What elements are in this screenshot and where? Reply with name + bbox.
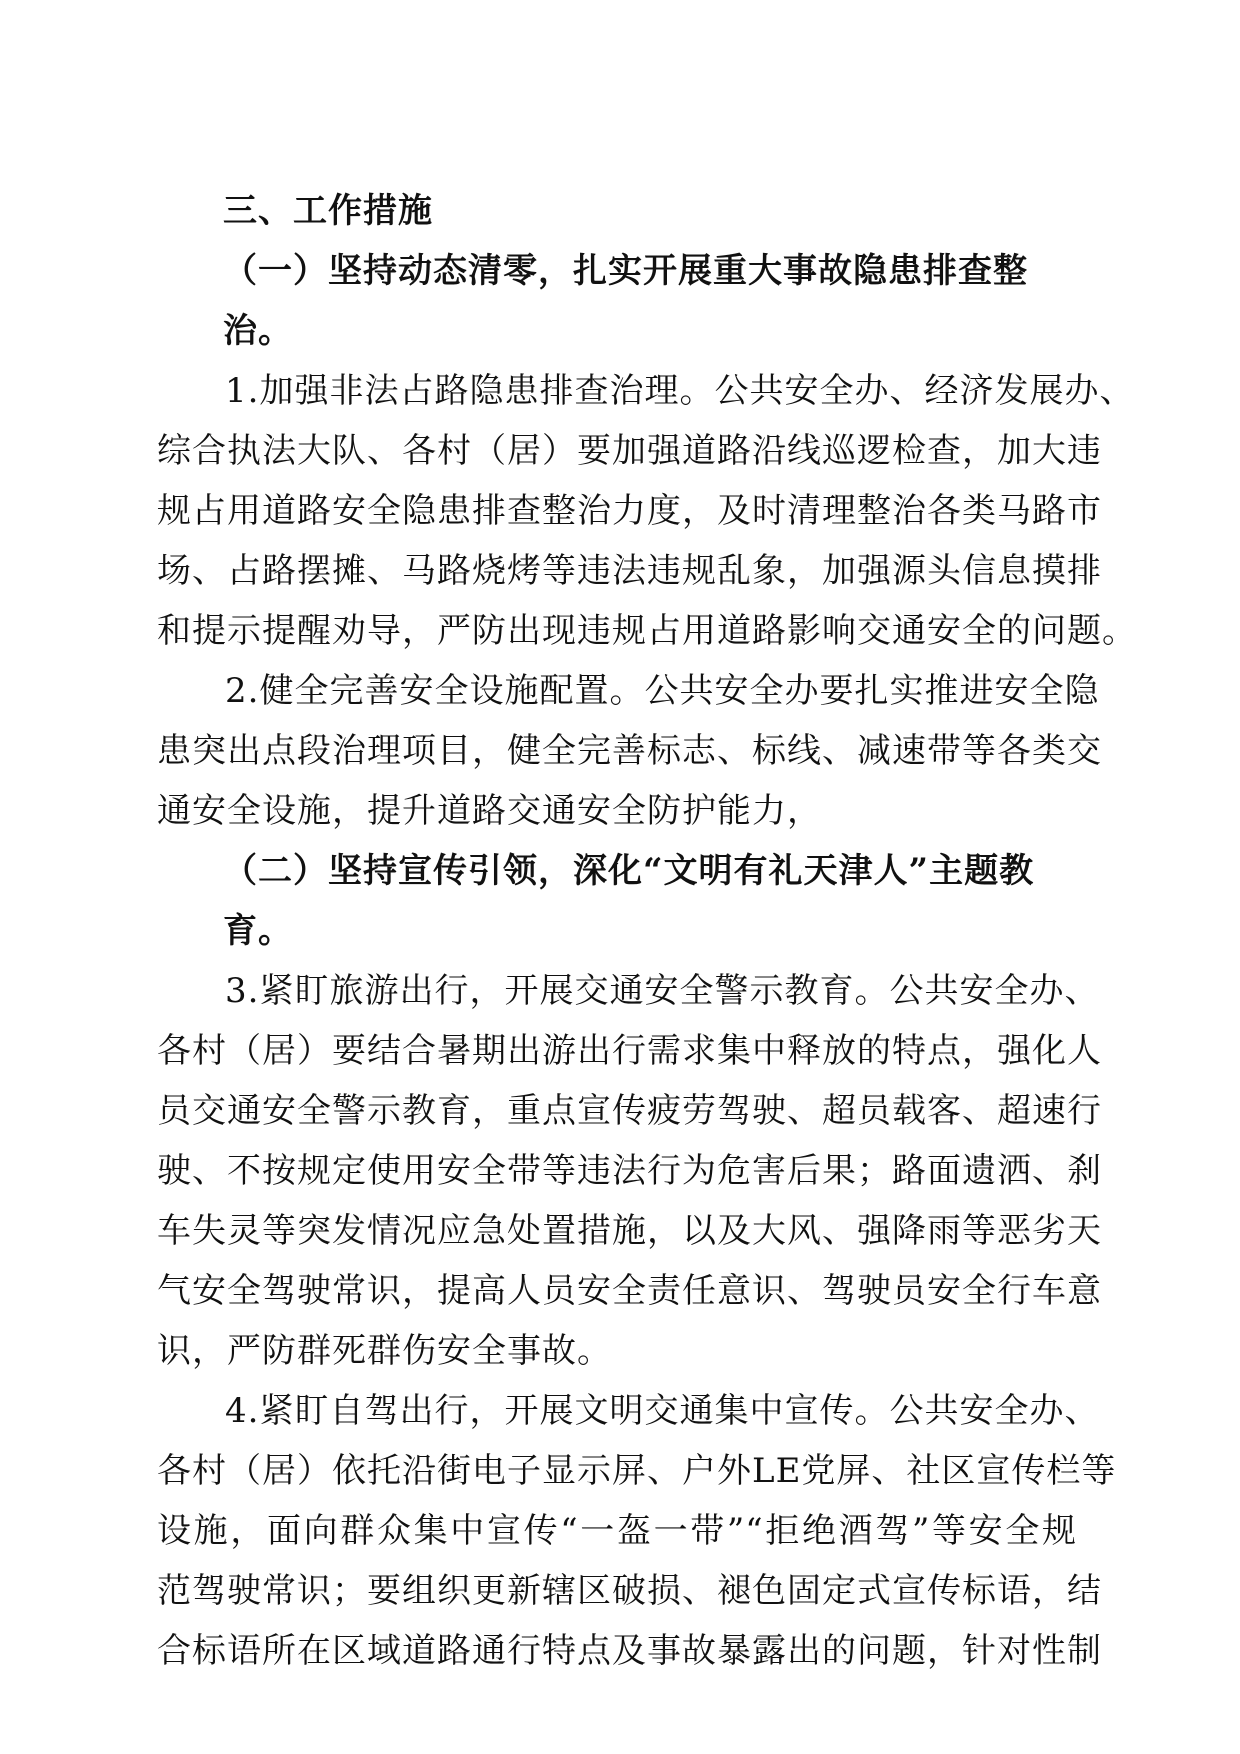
- paragraph-line: 4.紧盯自驾出行，开展文明交通集中宣传。公共安全办、: [225, 1391, 1100, 1431]
- paragraph-line: 场、占路摆摊、马路烧烤等违法违规乱象，加强源头信息摸排: [157, 551, 1102, 591]
- paragraph-line: 患突出点段治理项目，健全完善标志、标线、减速带等各类交: [157, 731, 1102, 771]
- paragraph-line: 通安全设施，提升道路交通安全防护能力，: [157, 791, 822, 831]
- paragraph-line: 识，严防群死群伤安全事故。: [157, 1331, 612, 1371]
- paragraph-line: 规占用道路安全隐患排查整治力度，及时清理整治各类马路市: [157, 491, 1102, 531]
- paragraph-line: 综合执法大队、各村（居）要加强道路沿线巡逻检查，加大违: [157, 431, 1102, 471]
- paragraph-line: 合标语所在区域道路通行特点及事故暴露出的问题，针对性制: [157, 1631, 1102, 1671]
- paragraph-line: 气安全驾驶常识，提高人员安全责任意识、驾驶员安全行车意: [157, 1271, 1102, 1311]
- subsection-heading-1: （一）坚持动态清零，扎实开展重大事故隐患排查整治。: [223, 251, 1028, 351]
- paragraph-line: 和提示提醒劝导，严防出现违规占用道路影响交通安全的问题。: [157, 611, 1137, 651]
- paragraph-item-3: [157, 961, 1102, 1381]
- paragraph-line: 车失灵等突发情况应急处置措施，以及大风、强降雨等恶劣天: [157, 1211, 1102, 1251]
- paragraph-line: 1.加强非法占路隐患排查治理。公共安全办、经济发展办、: [225, 371, 1135, 411]
- paragraph-line: 各村（居）依托沿街电子显示屏、户外LE党屏、社区宣传栏等: [157, 1451, 1117, 1491]
- paragraph-line: 2.健全完善安全设施配置。公共安全办要扎实推进安全隐: [225, 671, 1100, 711]
- paragraph-line: 驶、不按规定使用安全带等违法行为危害后果；路面遗洒、刹: [157, 1151, 1102, 1191]
- document-body: [157, 181, 1137, 1681]
- paragraph-item-4: [157, 1381, 1117, 1681]
- paragraph-item-1: [157, 361, 1137, 661]
- paragraph-line: 员交通安全警示教育，重点宣传疲劳驾驶、超员载客、超速行: [157, 1091, 1102, 1131]
- paragraph-line: 范驾驶常识；要组织更新辖区破损、褪色固定式宣传标语，结: [157, 1571, 1102, 1611]
- subsection-heading-2: （二）坚持宣传引领，深化“文明有礼天津人”主题教育。: [223, 851, 1035, 951]
- paragraph-line: 3.紧盯旅游出行，开展交通安全警示教育。公共安全办、: [225, 971, 1100, 1011]
- paragraph-line: 设施，面向群众集中宣传“一盔一带”“拒绝酒驾”等安全规: [157, 1511, 1077, 1551]
- section-heading: 三、工作措施: [223, 191, 433, 231]
- paragraph-item-2: [157, 661, 1102, 841]
- paragraph-line: 各村（居）要结合暑期出游出行需求集中释放的特点，强化人: [157, 1031, 1102, 1071]
